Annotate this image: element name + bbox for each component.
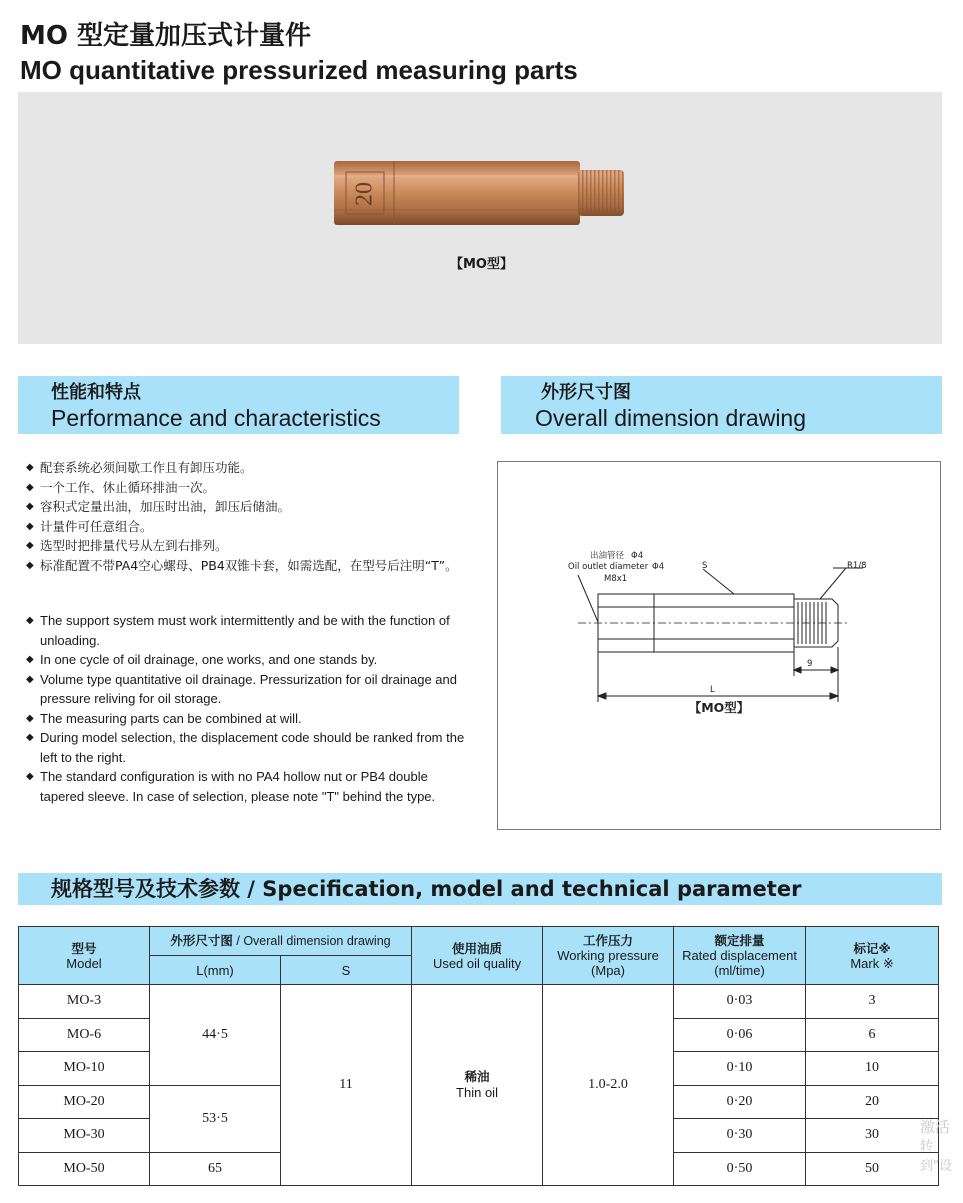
outlet-value-cn: Φ4 (631, 551, 644, 561)
nine-label: 9 (807, 659, 813, 669)
performance-header (18, 376, 459, 434)
product-photo (330, 158, 630, 230)
l-label: L (710, 685, 715, 695)
spec-table (18, 926, 939, 1186)
performance-list-en (26, 611, 466, 806)
table-cell-mark: 20 (806, 1085, 939, 1119)
table-cell-displacement: 0·10 (674, 1052, 806, 1086)
table-cell-model: MO-3 (19, 985, 150, 1019)
list-item: ◆ 标准配置不带PA4空心螺母、PB4双锥卡套，如需选配，在型号后注明“T”。 (26, 556, 466, 576)
list-item: ◆ 计量件可任意组合。 (26, 517, 466, 537)
table-cell-displacement: 0·06 (674, 1018, 806, 1052)
dimension-header (501, 376, 942, 434)
list-item: ◆ The standard configuration is with no PA4 hollow nut or PB4 double tapered sleeve. In case of selection, please note "T" behind the type. (26, 767, 466, 806)
spec-title: 规格型号及技术参数 / Specification, model and technical parameter (51, 877, 802, 901)
col-header-l: L(mm) (150, 956, 281, 985)
table-cell-mark: 3 (806, 985, 939, 1019)
table-cell-l: 44·5 (150, 985, 281, 1086)
dimension-drawing-frame (497, 461, 941, 830)
r-label: R1/8 (847, 561, 867, 571)
list-item: ◆ 容积式定量出油，加压时出油，卸压后储油。 (26, 497, 466, 517)
dimension-drawing (498, 462, 940, 829)
table-cell-model: MO-30 (19, 1119, 150, 1153)
table-cell-l: 53·5 (150, 1085, 281, 1152)
s-label: S (702, 561, 708, 571)
outlet-label-cn: 出油管径 (590, 551, 625, 561)
table-cell-oil: 稀油 Thin oil (412, 985, 543, 1186)
outlet-value-en: Φ4 (652, 562, 665, 572)
table-cell-mark: 10 (806, 1052, 939, 1086)
list-item: ◆ The measuring parts can be combined at will. (26, 709, 466, 729)
part-label: 20 (351, 182, 378, 206)
performance-list-cn (26, 458, 466, 575)
performance-title-cn: 性能和特点 (51, 382, 141, 403)
col-header-s: S (281, 956, 412, 985)
table-cell-mark: 50 (806, 1152, 939, 1186)
list-item: ◆ Volume type quantitative oil drainage. Pressurization for oil drainage and pressure reliving for oil storage. (26, 670, 466, 709)
table-cell-displacement: 0·30 (674, 1119, 806, 1153)
table-cell-displacement: 0·03 (674, 985, 806, 1019)
table-cell-mark: 6 (806, 1018, 939, 1052)
page-title-en: MO quantitative pressurized measuring parts (20, 55, 578, 85)
photo-caption: 【MO型】 (450, 257, 513, 272)
col-header-oil: 使用油质 Used oil quality (412, 927, 543, 985)
outlet-label-en: Oil outlet diameter (568, 562, 649, 572)
col-header-model: 型号 Model (19, 927, 150, 985)
list-item: ◆ In one cycle of oil drainage, one works, and one stands by. (26, 650, 466, 670)
performance-title-en: Performance and characteristics (51, 405, 381, 431)
table-cell-pressure: 1.0-2.0 (543, 985, 674, 1186)
table-cell-model: MO-50 (19, 1152, 150, 1186)
table-cell-model: MO-10 (19, 1052, 150, 1086)
table-cell-model: MO-20 (19, 1085, 150, 1119)
table-cell-displacement: 0·20 (674, 1085, 806, 1119)
col-header-dimension: 外形尺寸图 / Overall dimension drawing (150, 927, 412, 956)
dimension-title-cn: 外形尺寸图 (541, 382, 631, 403)
list-item: ◆ 配套系统必须间歇工作且有卸压功能。 (26, 458, 466, 478)
table-cell-displacement: 0·50 (674, 1152, 806, 1186)
table-cell-mark: 30 (806, 1119, 939, 1153)
spec-header (18, 873, 942, 905)
table-cell-s: 11 (281, 985, 412, 1186)
page-title-cn: MO 型定量加压式计量件 (20, 21, 312, 51)
activation-watermark: 激活 转到"设 (920, 1118, 952, 1174)
table-cell-model: MO-6 (19, 1018, 150, 1052)
list-item: ◆ During model selection, the displacement code should be ranked from the left to the right. (26, 728, 466, 767)
col-header-pressure: 工作压力 Working pressure (Mpa) (543, 927, 674, 985)
list-item: ◆ 一个工作、休止循环排油一次。 (26, 478, 466, 498)
dimension-title-en: Overall dimension drawing (535, 405, 807, 431)
list-item: ◆ The support system must work intermittently and be with the function of unloading. (26, 611, 466, 650)
col-header-displacement: 额定排量 Rated displacement (ml/time) (674, 927, 806, 985)
drawing-caption: 【MO型】 (688, 700, 750, 715)
col-header-mark: 标记※ Mark ※ (806, 927, 939, 985)
table-cell-l: 65 (150, 1152, 281, 1186)
thread-label: M8x1 (604, 574, 628, 584)
list-item: ◆ 选型时把排量代号从左到右排列。 (26, 536, 466, 556)
